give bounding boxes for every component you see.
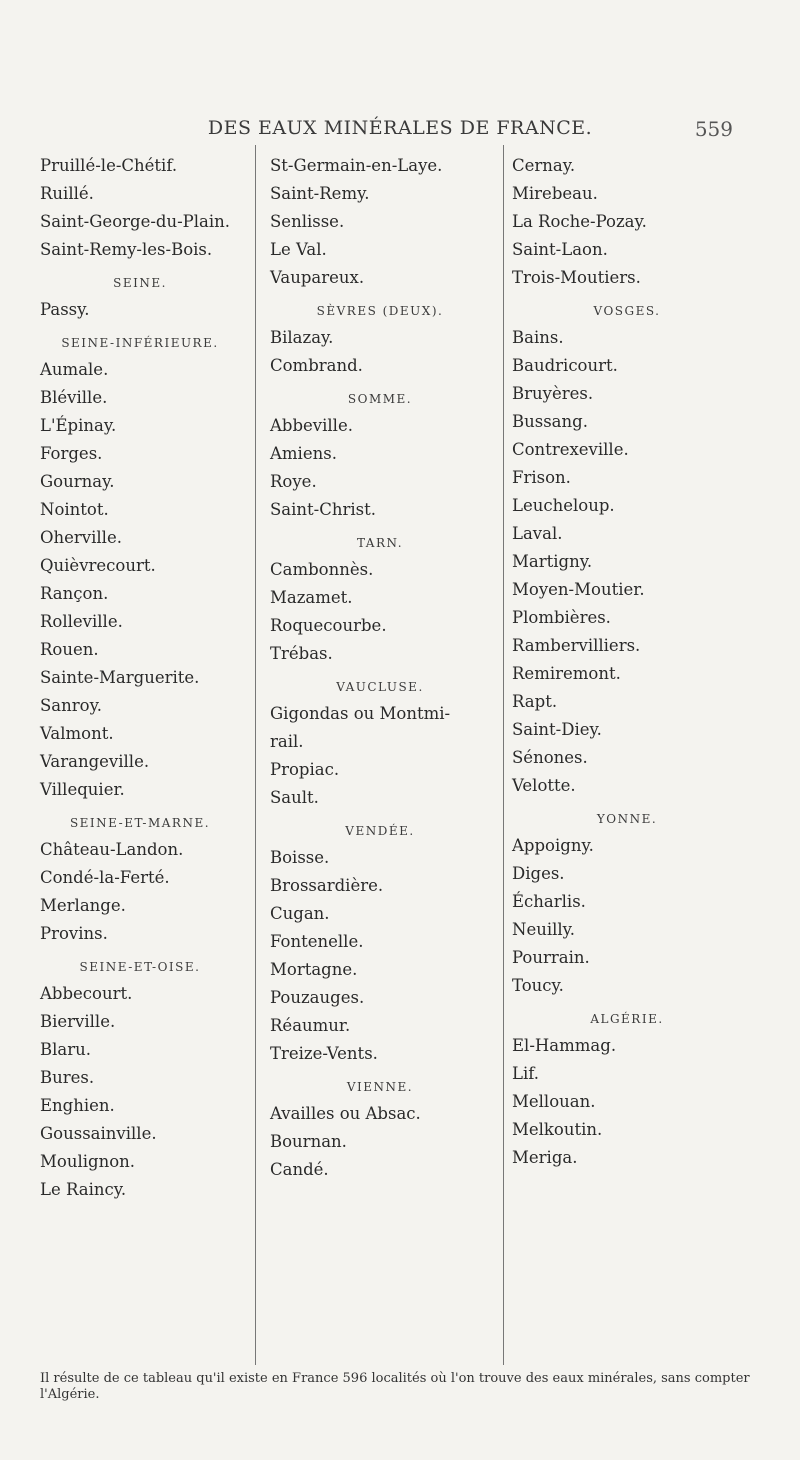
department-heading: VAUCLUSE.	[336, 680, 424, 694]
locality-entry: Provins.	[40, 924, 108, 943]
department-heading: VIENNE.	[346, 1080, 414, 1094]
locality-entry: Mortagne.	[270, 960, 358, 979]
locality-entry: Moulignon.	[40, 1152, 136, 1171]
locality-entry: Merlange.	[40, 896, 126, 915]
column-left	[40, 154, 255, 1206]
locality-entry: Contrexeville.	[512, 440, 629, 459]
locality-entry: Pourrain.	[512, 948, 590, 967]
locality-entry: Gournay.	[40, 472, 115, 491]
locality-entry: Toucy.	[512, 976, 564, 995]
locality-entry: Goussainville.	[40, 1124, 157, 1143]
locality-entry: Saint-George-du-Plain.	[40, 212, 231, 231]
locality-entry: Neuilly.	[512, 920, 576, 939]
locality-entry: Candé.	[270, 1160, 329, 1179]
department-heading: ALGÉRIE.	[590, 1012, 664, 1026]
locality-entry: Meriga.	[512, 1148, 578, 1167]
locality-entry: Plombières.	[512, 608, 611, 627]
locality-entry: Leucheloup.	[512, 496, 615, 515]
locality-entry: Bléville.	[40, 388, 108, 407]
locality-entry: Availles ou Absac.	[270, 1104, 421, 1123]
locality-entry: rail.	[270, 732, 304, 751]
locality-entry: Pruillé-le-Chétif.	[40, 156, 178, 175]
locality-entry: Cernay.	[512, 156, 576, 175]
locality-entry: Condé-la-Ferté.	[40, 868, 170, 887]
footnote: Il résulte de ce tableau qu'il existe en France 596 localités où l'on trouve des eaux minérales, sans compter l'Algérie.	[40, 1371, 750, 1402]
locality-entry: Le Raincy.	[40, 1180, 127, 1199]
locality-entry: Varangeville.	[40, 752, 150, 771]
locality-entry: Oherville.	[40, 528, 122, 547]
locality-entry: Vaupareux.	[270, 268, 365, 287]
locality-entry: Écharlis.	[512, 892, 586, 911]
locality-entry: Diges.	[512, 864, 565, 883]
locality-entry: Mirebeau.	[512, 184, 598, 203]
locality-entry: Sanroy.	[40, 696, 102, 715]
locality-entry: Abbecourt.	[40, 984, 133, 1003]
locality-entry: Abbeville.	[270, 416, 353, 435]
column-middle	[270, 154, 495, 1186]
locality-entry: Senlisse.	[270, 212, 345, 231]
department-heading: SEINE.	[113, 276, 167, 290]
locality-entry: Bains.	[512, 328, 564, 347]
locality-entry: Moyen-Moutier.	[512, 580, 645, 599]
locality-entry: Velotte.	[512, 776, 576, 795]
locality-entry: Pouzauges.	[270, 988, 365, 1007]
locality-entry: Martigny.	[512, 552, 593, 571]
department-heading: YONNE.	[596, 812, 658, 826]
locality-entry: Treize-Vents.	[270, 1044, 378, 1063]
department-heading: SEINE-ET-MARNE.	[69, 816, 211, 830]
locality-entry: El-Hammag.	[512, 1036, 617, 1055]
locality-entry: Valmont.	[40, 724, 114, 743]
locality-entry: La Roche-Pozay.	[512, 212, 647, 231]
locality-entry: Baudricourt.	[512, 356, 618, 375]
locality-entry: Rançon.	[40, 584, 109, 603]
locality-entry: Brossardière.	[270, 876, 384, 895]
locality-entry: Gigondas ou Montmi-	[270, 704, 451, 723]
locality-entry: Lif.	[512, 1064, 539, 1083]
department-heading: VOSGES.	[593, 304, 661, 318]
department-heading: SEINE-ET-OISE.	[79, 960, 201, 974]
locality-entry: Rapt.	[512, 692, 558, 711]
locality-entry: L'Épinay.	[40, 416, 117, 435]
locality-entry: Melkoutin.	[512, 1120, 603, 1139]
locality-entry: Appoigny.	[512, 836, 594, 855]
locality-entry: Remiremont.	[512, 664, 621, 683]
page-number: 559	[694, 117, 733, 141]
locality-entry: Saint-Remy.	[270, 184, 370, 203]
locality-entry: Fontenelle.	[270, 932, 364, 951]
locality-entry: Mazamet.	[270, 588, 353, 607]
locality-entry: Frison.	[512, 468, 571, 487]
locality-entry: Mellouan.	[512, 1092, 596, 1111]
locality-entry: Sénones.	[512, 748, 588, 767]
locality-entry: Saint-Diey.	[512, 720, 602, 739]
locality-entry: Trébas.	[270, 644, 333, 663]
locality-entry: Rouen.	[40, 640, 99, 659]
running-title: DES EAUX MINÉRALES DE FRANCE.	[207, 117, 593, 139]
locality-entry: Laval.	[512, 524, 563, 543]
locality-entry: Cugan.	[270, 904, 330, 923]
locality-entry: Le Val.	[270, 240, 327, 259]
department-heading: VENDÉE.	[345, 824, 415, 838]
locality-entry: Blaru.	[40, 1040, 91, 1059]
locality-entry: Cambonnès.	[270, 560, 374, 579]
locality-entry: Bruyères.	[512, 384, 594, 403]
locality-entry: Sault.	[270, 788, 319, 807]
locality-entry: Réaumur.	[270, 1016, 351, 1035]
column-divider	[255, 145, 256, 1365]
locality-entry: Saint-Christ.	[270, 500, 377, 519]
locality-entry: Rolleville.	[40, 612, 123, 631]
locality-entry: Saint-Remy-les-Bois.	[40, 240, 213, 259]
locality-entry: Bilazay.	[270, 328, 334, 347]
locality-entry: Passy.	[40, 300, 90, 319]
page-header	[0, 117, 800, 141]
column-right	[512, 154, 767, 1174]
locality-entry: Bierville.	[40, 1012, 116, 1031]
locality-entry: Château-Landon.	[40, 840, 184, 859]
locality-entry: Forges.	[40, 444, 103, 463]
department-heading: TARN.	[356, 536, 404, 550]
locality-entry: Quièvrecourt.	[40, 556, 156, 575]
department-heading: SEINE-INFÉRIEURE.	[61, 336, 219, 350]
locality-entry: Aumale.	[40, 360, 109, 379]
locality-entry: Villequier.	[40, 780, 125, 799]
locality-entry: Roquecourbe.	[270, 616, 387, 635]
locality-entry: Ruillé.	[40, 184, 94, 203]
locality-entry: Rambervilliers.	[512, 636, 641, 655]
locality-entry: Roye.	[270, 472, 317, 491]
locality-entry: Combrand.	[270, 356, 363, 375]
locality-entry: Saint-Laon.	[512, 240, 608, 259]
locality-entry: Nointot.	[40, 500, 109, 519]
column-divider	[503, 145, 504, 1365]
locality-entry: Bures.	[40, 1068, 95, 1087]
locality-entry: Bournan.	[270, 1132, 347, 1151]
locality-entry: Boisse.	[270, 848, 330, 867]
locality-entry: Propiac.	[270, 760, 340, 779]
locality-entry: Sainte-Marguerite.	[40, 668, 200, 687]
department-heading: SÈVRES (DEUX).	[316, 304, 444, 318]
locality-entry: Amiens.	[270, 444, 337, 463]
locality-entry: Enghien.	[40, 1096, 115, 1115]
locality-entry: St-Germain-en-Laye.	[270, 156, 443, 175]
department-heading: SOMME.	[347, 392, 413, 406]
locality-entry: Trois-Moutiers.	[512, 268, 641, 287]
locality-entry: Bussang.	[512, 412, 588, 431]
